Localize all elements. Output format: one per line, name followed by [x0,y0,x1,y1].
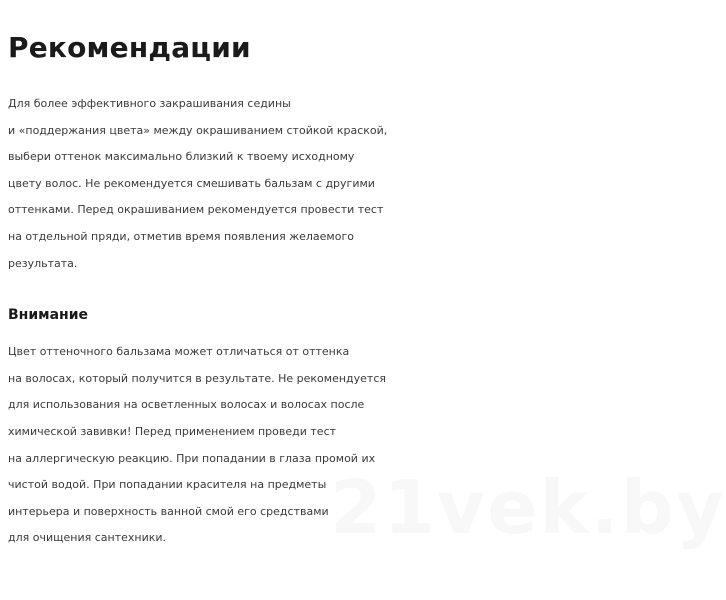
recommendations-line: Для более эффективного закрашивания седины [8,97,291,110]
recommendations-text [8,91,596,277]
warning-text [8,339,596,552]
warning-line: чистой водой. При попадании красителя на предметы [8,478,327,492]
warning-heading: Внимание [8,307,89,324]
warning-line: для использования на осветленных волосах и волосах после [8,398,365,412]
page-title: Рекомендации [8,31,251,64]
warning-line: на волосах, который получится в результате. Не рекомендуется [8,371,386,385]
recommendations-line: результата. [8,256,78,270]
recommendations-page [8,20,596,552]
warning-line: Цвет оттеночного бальзама может отличаться от оттенка [8,345,350,359]
warning-line: на аллергическую реакцию. При попадании в глаза промой их [8,451,376,465]
recommendations-line: и «поддержания цвета» между окрашиванием стойкой краской, [8,123,388,137]
watermark: 21vek.by [330,465,726,551]
recommendations-line: оттенками. Перед окрашиванием рекомендуется провести тест [8,203,384,217]
warning-line: для очищения сантехники. [8,531,167,545]
recommendations-line: выбери оттенок максимально близкий к твоему исходному [8,150,355,164]
recommendations-line: на отдельной пряди, отметив время появления желаемого [8,229,354,243]
warning-line: химической завивки! Перед применением проведи тест [8,424,337,438]
recommendations-line: цвету волос. Не рекомендуется смешивать бальзам с другими [8,176,375,190]
warning-line: интерьера и поверхность ванной смой его средствами [8,504,329,518]
